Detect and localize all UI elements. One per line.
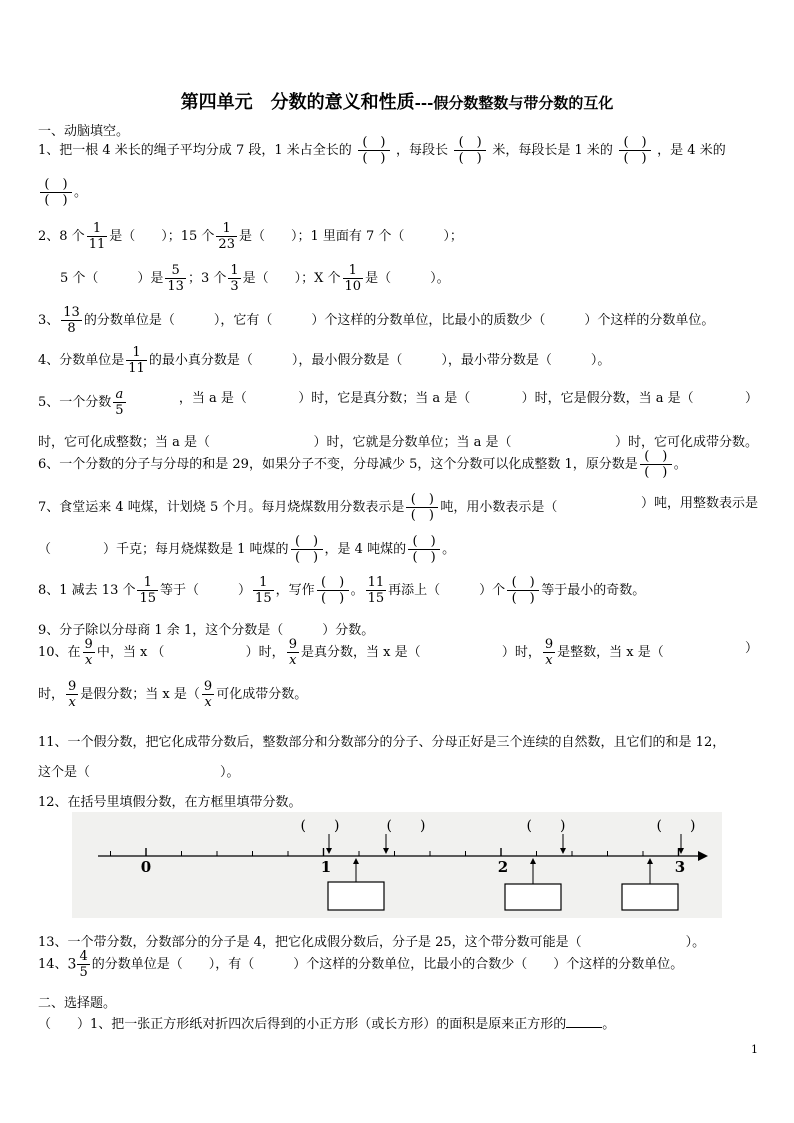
fraction-11-15: $\frac{11}{15}$ — [367, 575, 385, 606]
answer-fraction-blank[interactable]: ( ) ( ) — [291, 534, 323, 565]
question-12: 12、在括号里填假分数，在方框里填带分数。 — [38, 795, 302, 810]
fraction-9-x: $\frac{9}{x}$ — [544, 637, 554, 668]
answer-bracket[interactable]: ( ) — [656, 818, 696, 834]
question-9: 9、分子除以分母商 1 余 1，这个分数是（ ）分数。 — [38, 623, 375, 638]
question-13: 13、一个带分数，分数部分的分子是 4，把它化成假分数后，分子是 25，这个带分数可能是（ ）。 — [38, 935, 706, 950]
tick-label-3: 3 — [674, 858, 686, 876]
question-10: 10、在 $\frac{9}{x}$ 中，当 x （ ）时， $\frac{9}{x}$ 是真分数，当 x 是（ ）时， $\frac{9}{x}$ 是整数，当 x 是（ ） — [38, 637, 758, 668]
fraction-1-23: $\frac{1}{23}$ — [218, 221, 235, 252]
fraction-9-x: $\frac{9}{x}$ — [203, 679, 213, 710]
answer-fraction-blank[interactable]: ( ) ( ) — [507, 575, 539, 606]
question-4: 4、分数单位是 $\frac{1}{11}$ 的最小真分数是（ ），最小假分数是（ ），最小带分数是（ ）。 — [38, 345, 611, 376]
answer-fraction-blank[interactable]: ( ) ( ) — [454, 135, 486, 166]
page-number: 1 — [751, 1043, 758, 1056]
answer-fraction-blank[interactable]: ( ) ( ) — [358, 135, 390, 166]
fraction-9-x: $\frac{9}{x}$ — [288, 637, 297, 668]
answer-fraction-blank[interactable]: ( ) ( ) — [40, 177, 72, 208]
section-heading-choice: 二、选择题。 — [38, 996, 117, 1011]
mixed-number: 3 $\frac{4}{5}$ — [67, 949, 88, 980]
question-1: 1、把一根 4 米长的绳子平均分成 7 段，1 米占全长的 ( ) ( ) ，每段长 ( ) ( ) 米，每段长是 1 米的 ( ) ( ) ，是 4 米的 — [38, 135, 726, 166]
answer-bracket[interactable]: ( ) — [386, 818, 426, 834]
answer-box[interactable] — [622, 884, 678, 910]
answer-box[interactable] — [505, 884, 561, 910]
tick-label-1: 1 — [320, 858, 332, 876]
choice-question-1: （ ）1、把一张正方形纸对折四次后得到的小正方形（或长方形）的面积是原来正方形的 。 — [38, 1017, 616, 1032]
fraction-13-8: $\frac{13}{8}$ — [63, 305, 80, 336]
question-5: 5、一个分数 $\frac{a}{5}$ ，当 a 是（ ）时，它是真分数；当 a 是（ ）时，它是假分数，当 a 是（ ） — [38, 387, 758, 418]
answer-box[interactable] — [328, 882, 384, 910]
question-11-cont: 这个是（ ）。 — [38, 765, 240, 780]
section-heading-fill: 一、动脑填空。 — [38, 124, 130, 139]
fraction-5-13: $\frac{5}{13}$ — [167, 263, 184, 294]
question-7: 7、食堂运来 4 吨煤，计划烧 5 个月。每月烧煤数用分数表示是 ( ) ( ) 吨，用小数表示是（ ）吨，用整数表示是 — [38, 492, 758, 523]
fraction-1-10: $\frac{1}{10}$ — [344, 263, 362, 294]
question-7-cont: （ ）千克；每月烧煤数是 1 吨煤的 ( ) ( ) ，是 4 吨煤的 ( ) ( ) 。 — [38, 534, 456, 565]
tick-label-2: 2 — [497, 858, 509, 876]
tick-label-0: 0 — [140, 858, 152, 876]
fraction-1-11: $\frac{1}{11}$ — [128, 345, 145, 376]
question-2-cont: 5 个（ ）是 $\frac{5}{13}$ ；3 个 $\frac{1}{3}$ 是（ ）；X 个 $\frac{1}{10}$ 是（ ）。 — [60, 263, 450, 294]
question-3: 3、 $\frac{13}{8}$ 的分数单位是（ ），它有（ ）个这样的分数单位，比最小的质数少（ ）个这样的分数单位。 — [38, 305, 715, 336]
question-2: 2、8 个 $\frac{1}{11}$ 是（ ）；15 个 $\frac{1}{23}$ 是（ ）；1 里面有 7 个（ ）； — [38, 221, 463, 252]
title-sub: ---假分数整数与带分数的互化 — [414, 94, 614, 112]
fraction-1-11: $\frac{1}{11}$ — [88, 221, 106, 252]
answer-fraction-blank[interactable]: ( ) ( ) — [408, 534, 440, 565]
answer-bracket[interactable]: ( ) — [526, 818, 566, 834]
fraction-a-5: $\frac{a}{5}$ — [115, 387, 124, 418]
answer-fraction-blank[interactable]: ( ) ( ) — [640, 449, 672, 480]
page-title — [0, 88, 794, 114]
fraction-9-x: $\frac{9}{x}$ — [84, 637, 93, 668]
question-11: 11、一个假分数，把它化成带分数后，整数部分和分数部分的分子、分母正好是三个连续的自然数，且它们的和是 12， — [38, 735, 726, 750]
question-5-cont: 时，它可化成整数；当 a 是（ ）时，它就是分数单位；当 a 是（ ）时，它可化成带分数。 — [38, 435, 758, 450]
answer-fraction-blank[interactable]: ( ) ( ) — [619, 135, 651, 166]
title-main: 第四单元 分数的意义和性质 — [180, 92, 415, 113]
question-14: 14、3 $\frac{4}{5}$ 的分数单位是（ ），有（ ）个这样的分数单位，比最小的合数少（ ）个这样的分数单位。 — [38, 949, 684, 980]
fraction-1-15: $\frac{1}{15}$ — [255, 575, 272, 606]
question-8: 8、1 减去 13 个 $\frac{1}{15}$ 等于（ ） $\frac{1}{15}$ ，写作 ( ) ( ) 。 $\frac{11}{15}$ 再添上（ ）个 ( ) ( ) 等于最小的奇数。 — [38, 575, 646, 606]
question-10-cont: 时， $\frac{9}{x}$ 是假分数；当 x 是（ $\frac{9}{x}$ 可化成带分数。 — [38, 679, 308, 710]
question-1-cont: ( ) ( ) 。 — [38, 184, 758, 212]
question-6: 6、一个分数的分子与分母的和是 29，如果分子不变，分母减少 5，这个分数可以化成整数 1，原分数是 ( ) ( ) 。 — [38, 449, 687, 480]
number-line-figure — [72, 812, 722, 918]
answer-underline-blank[interactable] — [566, 1027, 602, 1028]
answer-bracket[interactable]: ( ) — [300, 818, 340, 834]
fraction-1-15: $\frac{1}{15}$ — [139, 575, 157, 606]
fraction-1-3: $\frac{1}{3}$ — [230, 263, 239, 294]
answer-fraction-blank[interactable]: ( ) ( ) — [317, 575, 349, 606]
fraction-9-x: $\frac{9}{x}$ — [68, 679, 77, 710]
answer-fraction-blank[interactable]: ( ) ( ) — [406, 492, 438, 523]
